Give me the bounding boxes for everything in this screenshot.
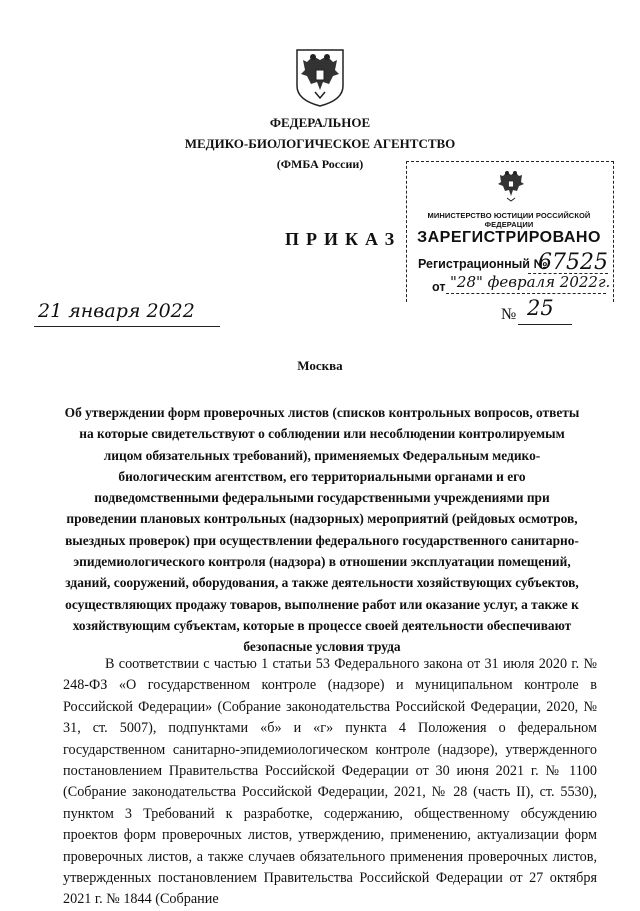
stamp-ministry-text: МИНИСТЕРСТВО ЮСТИЦИИ РОССИЙСКОЙ ФЕДЕРАЦИИ	[427, 211, 591, 229]
order-subject: Об утверждении форм проверочных листов (списков контрольных вопросов, ответы на которые свидетельствуют о соблюдении или несоблюдении контролируемым лицом обязательных требований), применяемых Федеральным медико-биологическим агентством, его территориальными органами и его подведомственными федеральными государственными учреждениями при проведении плановых контрольных (надзорных) мероприятий (рейдовых осмотров, выездных проверок) при осуществлении федерального государственного санитарно-эпидемиологического контроля (надзора) в отношении эксплуатации помещений, зданий, сооружений, оборудования, а также деятельности хозяйствующих субъектов, осуществляющих продажу товаров, выполнение работ или оказание услуг, а также к хозяйствующим субъектам, которые в процессе своей деятельности обеспечивают безопасные условия труда	[64, 405, 580, 655]
stamp-date-value: "28" февраля 2022г.	[450, 273, 611, 291]
stamp-reg-label: Регистрационный №	[418, 257, 548, 271]
agency-name-line1: ФЕДЕРАЛЬНОЕ	[269, 115, 371, 130]
stamp-date-line	[446, 293, 606, 294]
order-number-label: №	[501, 306, 517, 323]
body-paragraph: В соответствии с частью 1 статьи 53 Федерального закона от 31 июля 2020 г. № 248-ФЗ «О государственном контроле (надзоре) и муниципальном контроле в Российской Федерации» (Собрание законодательства Российской Федерации, 2020, № 31, ст. 5007), подпунктами «б» и «г» пункта 4 Положения о федеральном государственном санитарно-эпидемиологическом контроле (надзоре), утвержденного постановлением Правительства Российской Федерации от 30 июня 2021 г. № 1100 (Собрание законодательства Российской Федерации, 2021, № 28 (часть II), ст. 5530), пунктом 3 Требований к разработке, содержанию, общественному обсуждению проектов форм проверочных листов, утверждению, применению, актуализации форм проверочных листов, а также случаев обязательного применения проверочных листов, утвержденных постановлением Правительства Российской Федерации от 27 октября 2021 г. № 1844 (Собрание	[63, 656, 597, 908]
agency-name-line2: МЕДИКО-БИОЛОГИЧЕСКОЕ АГЕНТСТВО	[184, 136, 456, 151]
stamp-emblem-icon	[495, 169, 527, 203]
coat-of-arms-emblem	[293, 48, 347, 108]
registration-stamp	[406, 161, 616, 303]
order-number: 25	[527, 296, 554, 320]
document-title: ПРИКАЗ	[285, 229, 402, 249]
agency-abbreviation: (ФМБА России)	[276, 157, 364, 171]
stamp-reg-number: 67525	[538, 250, 608, 275]
city: Москва	[297, 358, 343, 373]
stamp-status-text: ЗАРЕГИСТРИРОВАНО	[417, 229, 601, 246]
signed-date-underline	[34, 326, 220, 327]
stamp-date-label: от	[432, 280, 446, 294]
order-number-underline	[518, 324, 572, 325]
signed-date: 21 января 2022	[38, 300, 195, 322]
